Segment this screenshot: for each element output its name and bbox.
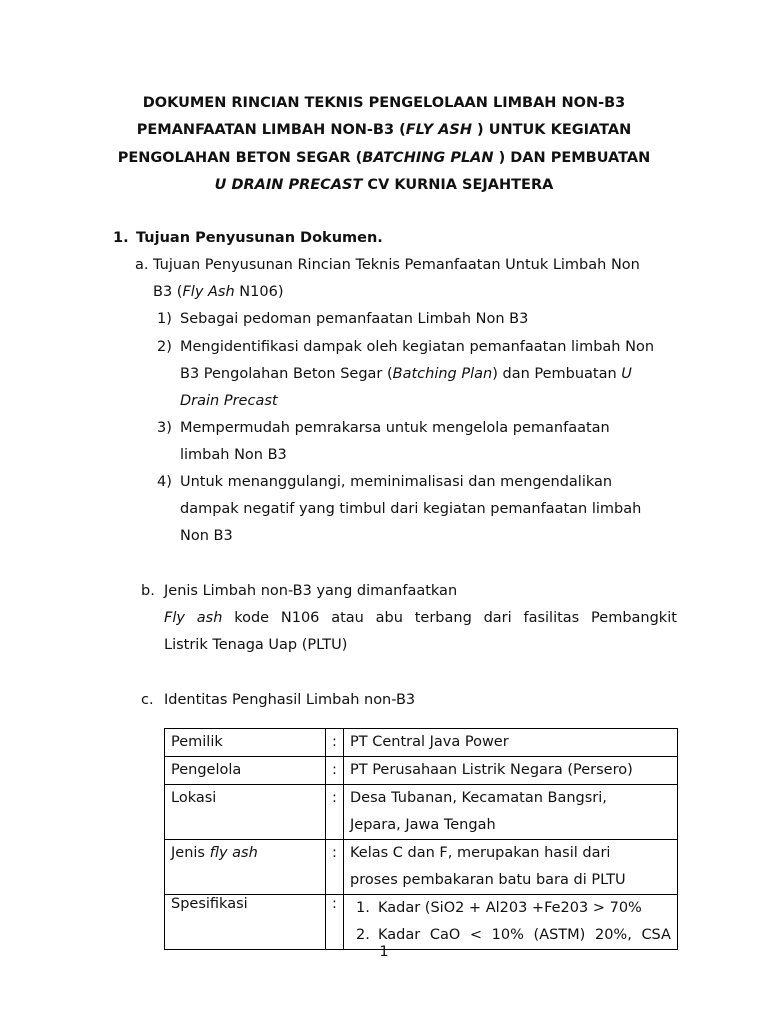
row-label: Spesifikasi bbox=[165, 895, 326, 950]
subitem-4-number: 4) bbox=[157, 474, 172, 490]
subitem-2-line-1: Mengidentifikasi dampak oleh kegiatan pemanfaatan limbah Non bbox=[180, 339, 655, 355]
section-1-number: 1. bbox=[113, 230, 129, 246]
subitem-3-line-2: limbah Non B3 bbox=[180, 447, 287, 463]
spec-item: 2. Kadar CaO < 10% (ASTM) 20%, CSA bbox=[356, 927, 671, 943]
row-value: Desa Tubanan, Kecamatan Bangsri, Jepara, Jawa Tengah bbox=[344, 785, 678, 840]
item-a-line-2: B3 (Fly Ash N106) bbox=[153, 284, 284, 300]
item-b-line-1: Fly ash kode N106 atau abu terbang dari fasilitas Pembangkit bbox=[164, 610, 677, 626]
table-row bbox=[165, 729, 678, 757]
row-colon: : bbox=[326, 757, 344, 785]
item-a-line-1: Tujuan Penyusunan Rincian Teknis Pemanfaatan Untuk Limbah Non bbox=[153, 257, 640, 273]
subitem-2-line-2: B3 Pengolahan Beton Segar (Batching Plan) dan Pembuatan U bbox=[180, 366, 632, 382]
table-row bbox=[165, 757, 678, 785]
spec-item: 1. Kadar (SiO2 + Al203 +Fe203 > 70% bbox=[356, 900, 642, 916]
table-row bbox=[165, 785, 678, 840]
subitem-2-line-3: Drain Precast bbox=[180, 393, 278, 409]
item-c-heading: Identitas Penghasil Limbah non-B3 bbox=[164, 692, 416, 708]
document-title bbox=[90, 90, 678, 199]
subitem-2-number: 2) bbox=[157, 339, 172, 355]
row-label: Lokasi bbox=[165, 785, 326, 840]
row-value: Kelas C dan F, merupakan hasil dari proses pembakaran batu bara di PLTU bbox=[344, 840, 678, 895]
table-row bbox=[165, 840, 678, 895]
row-value: PT Central Java Power bbox=[344, 729, 678, 757]
row-colon: : bbox=[326, 895, 344, 950]
item-b-line-2: Listrik Tenaga Uap (PLTU) bbox=[164, 637, 348, 653]
page-number: 1 bbox=[379, 944, 389, 960]
section-1-heading: Tujuan Penyusunan Dokumen. bbox=[136, 230, 383, 246]
item-b-heading: Jenis Limbah non-B3 yang dimanfaatkan bbox=[164, 583, 458, 599]
subitem-4-line-2: dampak negatif yang timbul dari kegiatan pemanfaatan limbah bbox=[180, 501, 642, 517]
row-value bbox=[344, 895, 678, 950]
title-line-3: PENGOLAHAN BETON SEGAR (BATCHING PLAN ) DAN PEMBUATAN bbox=[117, 149, 651, 166]
item-c-marker: c. bbox=[141, 692, 154, 708]
row-label: Jenis fly ash bbox=[165, 840, 326, 895]
row-label: Pemilik bbox=[165, 729, 326, 757]
subitem-3-number: 3) bbox=[157, 420, 172, 436]
title-line-1: DOKUMEN RINCIAN TEKNIS PENGELOLAAN LIMBAH NON-B3 bbox=[142, 95, 626, 111]
identity-table bbox=[164, 728, 678, 950]
subitem-4-line-3: Non B3 bbox=[180, 528, 233, 544]
item-b-marker: b. bbox=[141, 583, 155, 599]
row-label: Pengelola bbox=[165, 757, 326, 785]
title-line-2: PEMANFAATAN LIMBAH NON-B3 (FLY ASH ) UNTUK KEGIATAN bbox=[136, 122, 632, 139]
subitem-4-line-1: Untuk menanggulangi, meminimalisasi dan mengendalikan bbox=[180, 474, 613, 490]
row-colon: : bbox=[326, 729, 344, 757]
subitem-3-line-1: Mempermudah pemrakarsa untuk mengelola pemanfaatan bbox=[180, 420, 610, 436]
title-line-4: U DRAIN PRECAST CV KURNIA SEJAHTERA bbox=[214, 176, 554, 193]
table-row bbox=[165, 895, 678, 950]
row-colon: : bbox=[326, 785, 344, 840]
row-value: PT Perusahaan Listrik Negara (Persero) bbox=[344, 757, 678, 785]
row-colon: : bbox=[326, 840, 344, 895]
subitem-1-text: Sebagai pedoman pemanfaatan Limbah Non B3 bbox=[180, 311, 529, 327]
item-a-marker: a. bbox=[135, 257, 149, 273]
subitem-1-number: 1) bbox=[157, 311, 172, 327]
